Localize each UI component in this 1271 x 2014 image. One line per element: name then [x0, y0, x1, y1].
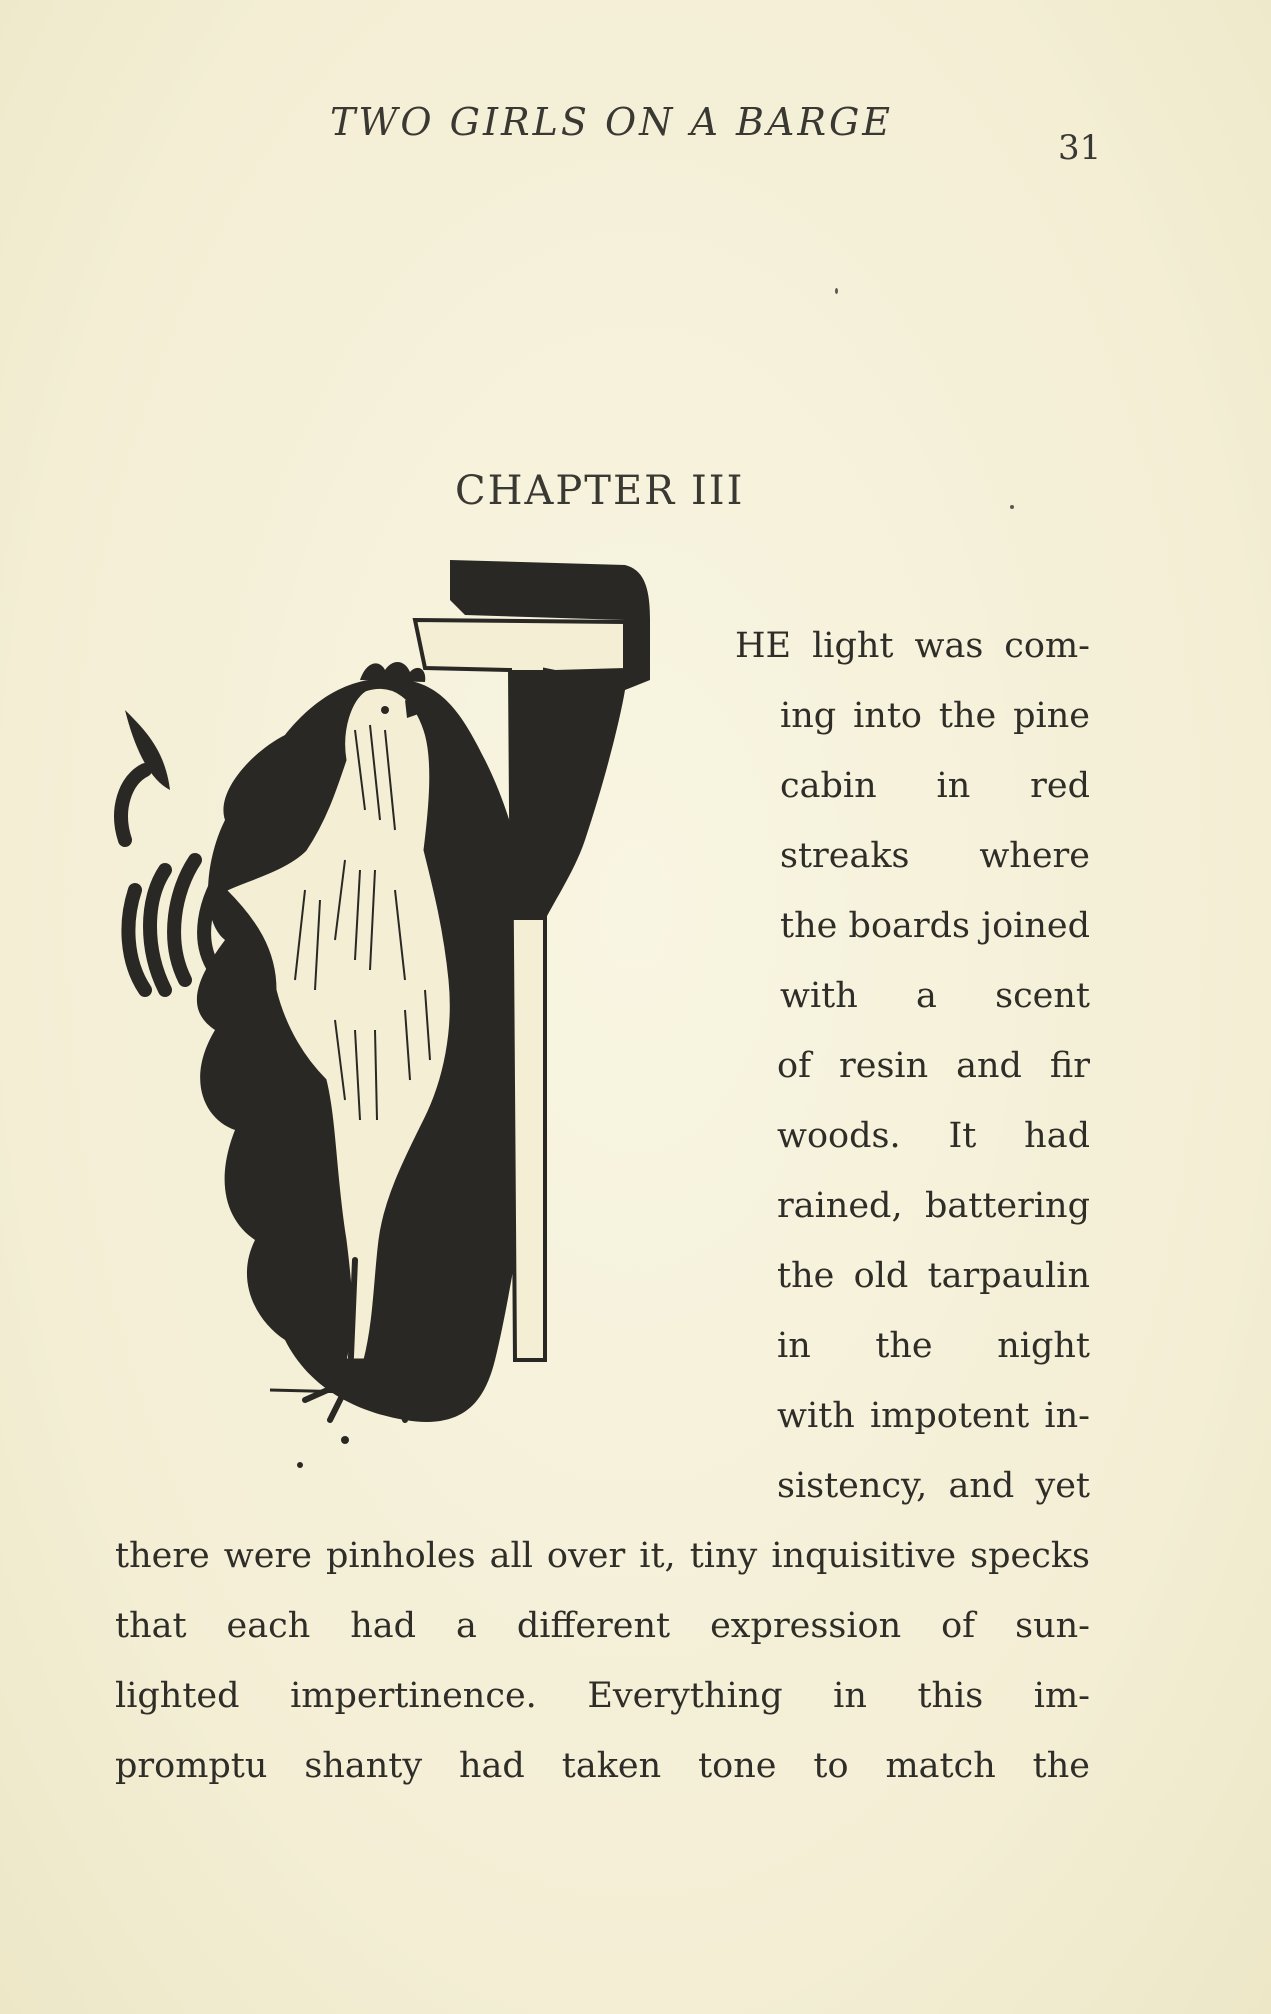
rooster-eye — [381, 706, 389, 714]
text-line: HE light was com- — [735, 626, 1090, 666]
text-line: rained, battering — [777, 1186, 1090, 1226]
text-line: streaks where — [780, 836, 1090, 876]
text-line: with a scent — [780, 976, 1090, 1016]
text-line: promptu shanty had taken tone to match the — [115, 1746, 1090, 1786]
paper-speck — [1010, 505, 1014, 509]
text-line: that each had a different expression of sun- — [115, 1606, 1090, 1646]
text-line: sistency, and yet — [777, 1466, 1090, 1506]
rooster-comb — [360, 662, 425, 682]
chapter-title: CHAPTER III — [455, 468, 745, 514]
text-line: there were pinholes all over it, tiny inquisitive specks — [115, 1536, 1090, 1576]
paper-speck — [835, 288, 838, 294]
text-line: lighted impertinence. Everything in this im- — [115, 1676, 1090, 1716]
page-number: 31 — [1058, 128, 1102, 168]
text-line: in the night — [777, 1326, 1090, 1366]
text-line: cabin in red — [780, 766, 1090, 806]
text-line: of resin and fir — [777, 1046, 1090, 1086]
ground-line — [270, 1390, 350, 1392]
text-line: with impotent in- — [777, 1396, 1090, 1436]
running-head-title: TWO GIRLS ON A BARGE — [330, 100, 894, 144]
text-line: the old tarpaulin — [777, 1256, 1090, 1296]
text-line: woods. It had — [777, 1116, 1090, 1156]
text-line: ing into the pine — [780, 696, 1090, 736]
text-line: the boards joined — [780, 906, 1090, 946]
dropcap-rooster-illustration — [105, 560, 725, 1480]
